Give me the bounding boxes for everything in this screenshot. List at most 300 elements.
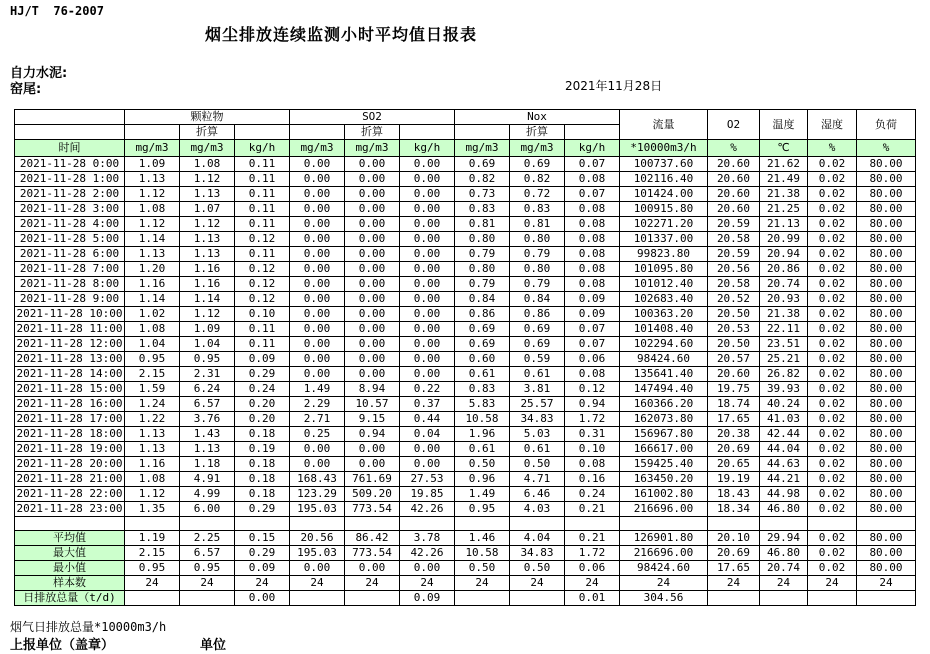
- value-cell: 8.94: [345, 382, 400, 397]
- value-cell: 0.24: [565, 487, 620, 502]
- value-cell: 20.56: [708, 262, 760, 277]
- value-cell: 3.76: [180, 412, 235, 427]
- value-cell: 80.00: [857, 442, 916, 457]
- value-cell: [180, 591, 235, 606]
- data-row: [15, 262, 916, 277]
- value-cell: 0.00: [345, 337, 400, 352]
- value-cell: 0.50: [510, 561, 565, 576]
- value-cell: 0.96: [455, 472, 510, 487]
- value-cell: 20.56: [290, 531, 345, 546]
- value-cell: 1.13: [180, 442, 235, 457]
- value-cell: 1.14: [125, 292, 180, 307]
- value-cell: 1.14: [125, 232, 180, 247]
- value-cell: 21.38: [760, 307, 808, 322]
- value-cell: 0.00: [290, 277, 345, 292]
- value-cell: 20.60: [708, 172, 760, 187]
- value-cell: 20.50: [708, 307, 760, 322]
- value-cell: [125, 591, 180, 606]
- value-cell: 80.00: [857, 187, 916, 202]
- value-cell: 80.00: [857, 157, 916, 172]
- value-cell: 0.00: [345, 277, 400, 292]
- value-cell: 0.11: [235, 172, 290, 187]
- value-cell: 80.00: [857, 217, 916, 232]
- summary-row: [15, 546, 916, 561]
- value-cell: 0.82: [510, 172, 565, 187]
- value-cell: 0.29: [235, 502, 290, 517]
- value-cell: 0.00: [345, 307, 400, 322]
- value-cell: 0.00: [345, 457, 400, 472]
- data-row: [15, 502, 916, 517]
- summary-label-cell: 最大值: [15, 546, 125, 561]
- value-cell: 24: [510, 576, 565, 591]
- value-cell: 0.08: [565, 217, 620, 232]
- value-cell: 20.58: [708, 232, 760, 247]
- spacer-row: [15, 517, 916, 531]
- time-cell: 2021-11-28 4:00: [15, 217, 125, 232]
- data-row: [15, 382, 916, 397]
- value-cell: 24: [760, 576, 808, 591]
- value-cell: 1.16: [180, 277, 235, 292]
- value-cell: 0.00: [290, 307, 345, 322]
- value-cell: 0.16: [565, 472, 620, 487]
- location-label: 窑尾:: [10, 82, 42, 97]
- value-cell: 0.00: [400, 187, 455, 202]
- value-cell: 9.15: [345, 412, 400, 427]
- value-cell: 0.00: [290, 217, 345, 232]
- time-cell: 2021-11-28 21:00: [15, 472, 125, 487]
- value-cell: 20.10: [708, 531, 760, 546]
- value-cell: 0.02: [808, 337, 857, 352]
- value-cell: 0.37: [400, 397, 455, 412]
- time-cell: 2021-11-28 5:00: [15, 232, 125, 247]
- value-cell: 0.31: [565, 427, 620, 442]
- value-cell: 0.00: [235, 591, 290, 606]
- value-cell: 0.69: [455, 322, 510, 337]
- value-cell: 100363.20: [620, 307, 708, 322]
- value-cell: 0.02: [808, 322, 857, 337]
- value-cell: 0.18: [235, 472, 290, 487]
- value-cell: [808, 591, 857, 606]
- value-cell: 24: [857, 576, 916, 591]
- company-label: 自力水泥:: [10, 66, 68, 81]
- value-cell: 0.69: [455, 337, 510, 352]
- value-cell: 0.86: [455, 307, 510, 322]
- value-cell: 0.00: [345, 561, 400, 576]
- value-cell: 0.00: [400, 157, 455, 172]
- value-cell: 24: [565, 576, 620, 591]
- value-cell: 22.11: [760, 322, 808, 337]
- value-cell: 21.49: [760, 172, 808, 187]
- value-cell: 80.00: [857, 412, 916, 427]
- value-cell: 80.00: [857, 546, 916, 561]
- unit-cell: mg/m3: [180, 140, 235, 157]
- value-cell: 195.03: [290, 546, 345, 561]
- value-cell: 0.00: [345, 232, 400, 247]
- value-cell: 0.02: [808, 531, 857, 546]
- value-cell: 2.71: [290, 412, 345, 427]
- value-cell: 0.11: [235, 247, 290, 262]
- data-row: [15, 187, 916, 202]
- value-cell: 1.49: [290, 382, 345, 397]
- value-cell: 0.12: [235, 292, 290, 307]
- value-cell: 20.52: [708, 292, 760, 307]
- value-cell: [565, 517, 620, 531]
- converted-label-nox: 折算: [510, 125, 565, 140]
- value-cell: 17.65: [708, 412, 760, 427]
- value-cell: 0.69: [455, 157, 510, 172]
- value-cell: 0.06: [565, 352, 620, 367]
- value-cell: 216696.00: [620, 502, 708, 517]
- time-cell: 2021-11-28 23:00: [15, 502, 125, 517]
- value-cell: 0.81: [455, 217, 510, 232]
- value-cell: 2.31: [180, 367, 235, 382]
- value-cell: 80.00: [857, 337, 916, 352]
- data-row: [15, 307, 916, 322]
- time-cell: 2021-11-28 0:00: [15, 157, 125, 172]
- value-cell: 80.00: [857, 262, 916, 277]
- data-row: [15, 487, 916, 502]
- value-cell: 0.61: [510, 442, 565, 457]
- value-cell: 24: [708, 576, 760, 591]
- value-cell: 0.83: [455, 382, 510, 397]
- value-cell: 147494.40: [620, 382, 708, 397]
- data-row: [15, 202, 916, 217]
- value-cell: 0.22: [400, 382, 455, 397]
- doc-code: HJ/T 76-2007: [10, 4, 104, 18]
- value-cell: 0.00: [345, 187, 400, 202]
- value-cell: 0.02: [808, 157, 857, 172]
- value-cell: 0.18: [235, 427, 290, 442]
- value-cell: 0.02: [808, 502, 857, 517]
- value-cell: 0.02: [808, 442, 857, 457]
- value-cell: 0.02: [808, 217, 857, 232]
- unit-cell: kg/h: [565, 140, 620, 157]
- value-cell: 0.94: [345, 427, 400, 442]
- value-cell: 0.69: [510, 322, 565, 337]
- value-cell: 0.80: [510, 262, 565, 277]
- value-cell: 509.20: [345, 487, 400, 502]
- value-cell: 0.21: [565, 531, 620, 546]
- value-cell: 86.42: [345, 531, 400, 546]
- value-cell: 80.00: [857, 487, 916, 502]
- value-cell: 80.00: [857, 531, 916, 546]
- data-row: [15, 322, 916, 337]
- value-cell: 0.00: [345, 352, 400, 367]
- value-cell: 41.03: [760, 412, 808, 427]
- value-cell: 0.81: [510, 217, 565, 232]
- value-cell: 0.02: [808, 232, 857, 247]
- value-cell: 0.00: [290, 337, 345, 352]
- value-cell: 101012.40: [620, 277, 708, 292]
- value-cell: 20.69: [708, 546, 760, 561]
- value-cell: 773.54: [345, 546, 400, 561]
- value-cell: 0.95: [180, 561, 235, 576]
- flow-total-note: 烟气日排放总量*10000m3/h: [10, 620, 167, 634]
- time-cell: 2021-11-28 7:00: [15, 262, 125, 277]
- data-row: [15, 337, 916, 352]
- value-cell: 0.10: [565, 442, 620, 457]
- value-cell: 39.93: [760, 382, 808, 397]
- value-cell: 1.08: [125, 202, 180, 217]
- value-cell: 0.80: [455, 262, 510, 277]
- value-cell: [857, 517, 916, 531]
- value-cell: 0.08: [565, 172, 620, 187]
- value-cell: 0.00: [400, 457, 455, 472]
- time-cell: 2021-11-28 9:00: [15, 292, 125, 307]
- value-cell: 1.59: [125, 382, 180, 397]
- value-cell: 100737.60: [620, 157, 708, 172]
- value-cell: 1.02: [125, 307, 180, 322]
- value-cell: [455, 591, 510, 606]
- unit-cell: kg/h: [235, 140, 290, 157]
- data-row: [15, 277, 916, 292]
- value-cell: 0.86: [510, 307, 565, 322]
- summary-label-cell: [15, 517, 125, 531]
- converted-label-so2: 折算: [345, 125, 400, 140]
- value-cell: 0.79: [455, 277, 510, 292]
- value-cell: 0.00: [290, 157, 345, 172]
- value-cell: 135641.40: [620, 367, 708, 382]
- value-cell: 20.94: [760, 247, 808, 262]
- value-cell: 0.02: [808, 382, 857, 397]
- value-cell: 1.09: [180, 322, 235, 337]
- value-cell: 1.16: [125, 277, 180, 292]
- value-cell: 1.13: [125, 442, 180, 457]
- value-cell: 102271.20: [620, 217, 708, 232]
- value-cell: 18.34: [708, 502, 760, 517]
- time-cell: 2021-11-28 18:00: [15, 427, 125, 442]
- value-cell: 0.02: [808, 487, 857, 502]
- value-cell: 1.13: [125, 247, 180, 262]
- value-cell: 6.24: [180, 382, 235, 397]
- value-cell: 23.51: [760, 337, 808, 352]
- value-cell: 761.69: [345, 472, 400, 487]
- value-cell: 0.00: [345, 157, 400, 172]
- value-cell: 0.12: [235, 277, 290, 292]
- value-cell: 0.61: [455, 367, 510, 382]
- value-cell: 0.00: [290, 292, 345, 307]
- value-cell: 0.08: [565, 457, 620, 472]
- value-cell: 0.60: [455, 352, 510, 367]
- time-cell: 2021-11-28 3:00: [15, 202, 125, 217]
- data-row: [15, 247, 916, 262]
- value-cell: 0.02: [808, 397, 857, 412]
- value-cell: 80.00: [857, 457, 916, 472]
- value-cell: 24: [400, 576, 455, 591]
- summary-row: [15, 561, 916, 576]
- value-cell: 0.00: [345, 322, 400, 337]
- value-cell: 1.18: [180, 457, 235, 472]
- value-cell: 3.81: [510, 382, 565, 397]
- value-cell: 99823.80: [620, 247, 708, 262]
- value-cell: 17.65: [708, 561, 760, 576]
- value-cell: [125, 517, 180, 531]
- header-group-row: [15, 110, 916, 125]
- value-cell: [235, 517, 290, 531]
- value-cell: 0.00: [400, 442, 455, 457]
- value-cell: [808, 517, 857, 531]
- value-cell: 0.79: [510, 277, 565, 292]
- time-cell: 2021-11-28 6:00: [15, 247, 125, 262]
- value-cell: 0.83: [455, 202, 510, 217]
- value-cell: 101408.40: [620, 322, 708, 337]
- value-cell: 0.95: [455, 502, 510, 517]
- value-cell: 24: [620, 576, 708, 591]
- value-cell: 19.85: [400, 487, 455, 502]
- unit-label: 单位: [200, 638, 227, 653]
- value-cell: 26.82: [760, 367, 808, 382]
- time-cell: 2021-11-28 16:00: [15, 397, 125, 412]
- value-cell: 1.72: [565, 412, 620, 427]
- value-cell: 24: [290, 576, 345, 591]
- value-cell: 0.00: [290, 322, 345, 337]
- value-cell: 0.11: [235, 202, 290, 217]
- value-cell: [620, 517, 708, 531]
- value-cell: 20.50: [708, 337, 760, 352]
- value-cell: 0.00: [345, 442, 400, 457]
- value-cell: 0.00: [290, 262, 345, 277]
- value-cell: 0.50: [455, 561, 510, 576]
- value-cell: 0.00: [400, 217, 455, 232]
- value-cell: 4.04: [510, 531, 565, 546]
- value-cell: 25.57: [510, 397, 565, 412]
- value-cell: 0.00: [345, 172, 400, 187]
- value-cell: 1.13: [180, 247, 235, 262]
- unit-cell: kg/h: [400, 140, 455, 157]
- value-cell: 2.15: [125, 546, 180, 561]
- value-cell: 0.11: [235, 187, 290, 202]
- value-cell: 20.53: [708, 322, 760, 337]
- value-cell: 4.99: [180, 487, 235, 502]
- time-cell: 2021-11-28 17:00: [15, 412, 125, 427]
- summary-row: [15, 576, 916, 591]
- value-cell: 21.38: [760, 187, 808, 202]
- value-cell: 0.02: [808, 367, 857, 382]
- value-cell: 80.00: [857, 502, 916, 517]
- value-cell: 0.00: [290, 187, 345, 202]
- data-row: [15, 292, 916, 307]
- time-cell: 2021-11-28 2:00: [15, 187, 125, 202]
- value-cell: 0.24: [235, 382, 290, 397]
- value-cell: 1.04: [125, 337, 180, 352]
- value-cell: [708, 591, 760, 606]
- value-cell: 0.00: [290, 457, 345, 472]
- value-cell: 0.29: [235, 546, 290, 561]
- value-cell: 1.12: [180, 307, 235, 322]
- unit-cell: *10000m3/h: [620, 140, 708, 157]
- value-cell: 1.08: [125, 322, 180, 337]
- value-cell: 1.12: [180, 172, 235, 187]
- value-cell: 1.22: [125, 412, 180, 427]
- value-cell: 0.02: [808, 472, 857, 487]
- value-cell: [510, 517, 565, 531]
- value-cell: 0.08: [565, 367, 620, 382]
- value-cell: 46.80: [760, 502, 808, 517]
- value-cell: 1.04: [180, 337, 235, 352]
- value-cell: 6.57: [180, 546, 235, 561]
- value-cell: 24: [455, 576, 510, 591]
- value-cell: 163450.20: [620, 472, 708, 487]
- value-cell: 216696.00: [620, 546, 708, 561]
- value-cell: 0.11: [235, 157, 290, 172]
- value-cell: 27.53: [400, 472, 455, 487]
- value-cell: 0.02: [808, 172, 857, 187]
- value-cell: 18.74: [708, 397, 760, 412]
- value-cell: 1.08: [180, 157, 235, 172]
- col-header-flow: 流量: [620, 110, 708, 140]
- unit-cell: mg/m3: [345, 140, 400, 157]
- value-cell: [857, 591, 916, 606]
- value-cell: 0.04: [400, 427, 455, 442]
- summary-label-cell: 平均值: [15, 531, 125, 546]
- value-cell: 18.43: [708, 487, 760, 502]
- value-cell: 0.20: [235, 397, 290, 412]
- value-cell: 0.07: [565, 157, 620, 172]
- value-cell: [345, 591, 400, 606]
- value-cell: 1.24: [125, 397, 180, 412]
- value-cell: 161002.80: [620, 487, 708, 502]
- value-cell: [760, 517, 808, 531]
- value-cell: 0.08: [565, 262, 620, 277]
- value-cell: 20.60: [708, 367, 760, 382]
- value-cell: 6.46: [510, 487, 565, 502]
- value-cell: 25.21: [760, 352, 808, 367]
- value-cell: 0.00: [400, 202, 455, 217]
- value-cell: 1.13: [125, 427, 180, 442]
- value-cell: 0.15: [235, 531, 290, 546]
- value-cell: 98424.60: [620, 352, 708, 367]
- value-cell: 0.02: [808, 262, 857, 277]
- summary-label-cell: 日排放总量（t/d): [15, 591, 125, 606]
- value-cell: 42.26: [400, 546, 455, 561]
- value-cell: 0.12: [235, 232, 290, 247]
- value-cell: [290, 517, 345, 531]
- data-row: [15, 442, 916, 457]
- unit-cell: mg/m3: [290, 140, 345, 157]
- value-cell: 0.02: [808, 412, 857, 427]
- value-cell: 0.00: [290, 442, 345, 457]
- value-cell: 20.60: [708, 157, 760, 172]
- value-cell: 0.00: [345, 292, 400, 307]
- time-cell: 2021-11-28 11:00: [15, 322, 125, 337]
- value-cell: 2.29: [290, 397, 345, 412]
- value-cell: 44.98: [760, 487, 808, 502]
- value-cell: 0.00: [290, 172, 345, 187]
- value-cell: 123.29: [290, 487, 345, 502]
- value-cell: 0.09: [400, 591, 455, 606]
- value-cell: 1.43: [180, 427, 235, 442]
- value-cell: 0.00: [400, 292, 455, 307]
- value-cell: 44.04: [760, 442, 808, 457]
- value-cell: 126901.80: [620, 531, 708, 546]
- value-cell: 21.13: [760, 217, 808, 232]
- value-cell: 0.18: [235, 487, 290, 502]
- value-cell: 0.06: [565, 561, 620, 576]
- time-cell: 2021-11-28 14:00: [15, 367, 125, 382]
- units-row: [15, 140, 916, 157]
- value-cell: 10.57: [345, 397, 400, 412]
- col-header-load: 负荷: [857, 110, 916, 140]
- value-cell: 0.29: [235, 367, 290, 382]
- value-cell: [455, 517, 510, 531]
- data-row: [15, 427, 916, 442]
- value-cell: 20.59: [708, 217, 760, 232]
- value-cell: 0.12: [235, 262, 290, 277]
- unit-cell: mg/m3: [125, 140, 180, 157]
- value-cell: 0.07: [565, 337, 620, 352]
- value-cell: 24: [180, 576, 235, 591]
- data-row: [15, 232, 916, 247]
